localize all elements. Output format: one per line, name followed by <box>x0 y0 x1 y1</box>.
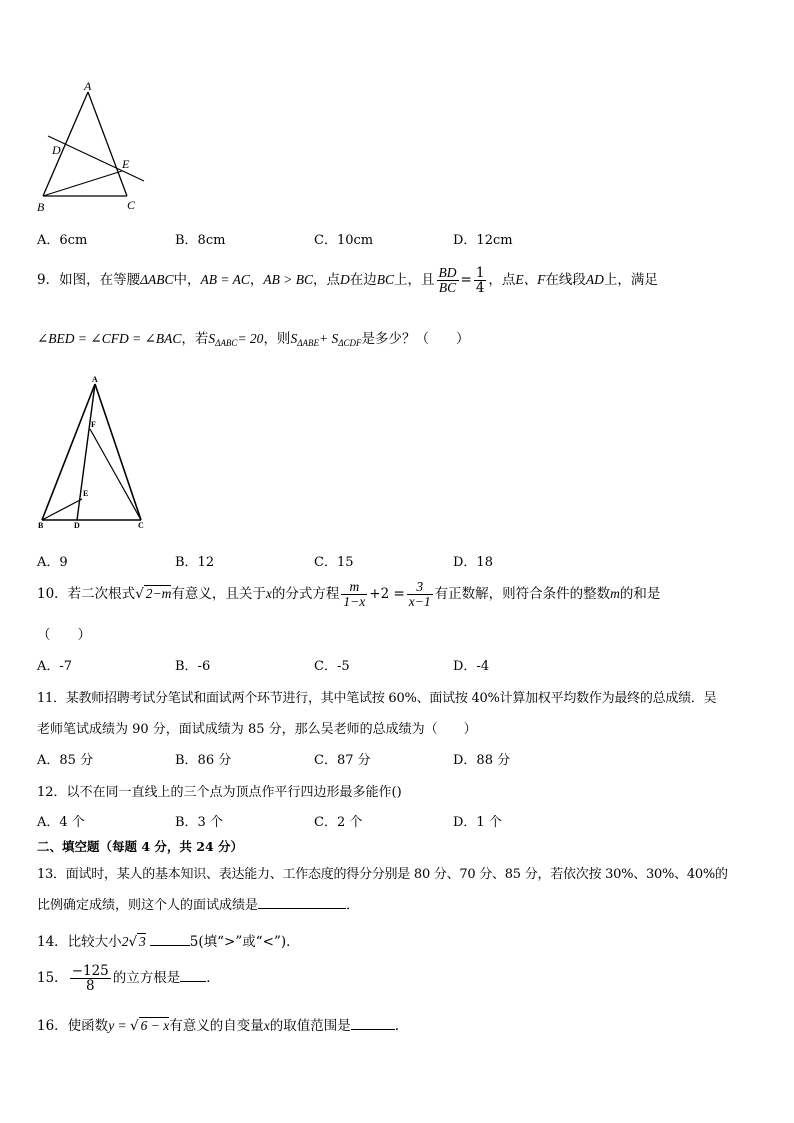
q9-triangle: ΔABC <box>140 272 174 287</box>
q15-answer-blank[interactable] <box>180 967 206 982</box>
fraction-numerator: 1 <box>475 265 485 281</box>
q10-fraction-1 <box>341 580 367 609</box>
q16-line <box>37 1014 399 1034</box>
side-ac <box>95 384 141 520</box>
q9-text: 中， <box>173 272 201 288</box>
q11-line-1: 11．某教师招聘考试分笔试和面试两个环节进行，其中笔试按 60%、面试按 40%计算加权平均数作为最终的总成绩．吴 <box>37 691 717 706</box>
q10-radical: √ 2−m <box>135 586 172 602</box>
q13-text: 比例确定成绩，则这个人的面试成绩是 <box>37 898 259 913</box>
area-symbol: S <box>208 331 216 346</box>
q10-option-a[interactable]: A．-7 <box>37 659 73 674</box>
q9-text: ，点 <box>312 272 340 288</box>
fraction-denominator: 8 <box>85 978 95 994</box>
q9-area-abc <box>208 331 237 346</box>
label-b: B <box>37 200 45 214</box>
side-ab <box>42 384 95 520</box>
q9-area-cdf <box>319 331 362 346</box>
segment-be <box>42 499 82 520</box>
q10-line-1 <box>37 580 660 609</box>
q9-fraction-bd-bc <box>437 266 459 295</box>
q10-plus-two: +2 = <box>369 586 405 602</box>
fraction-denominator: 4 <box>475 280 485 296</box>
q8-option-a[interactable]: A．6cm <box>37 233 88 248</box>
q16-function-y: y = <box>108 1018 131 1033</box>
label-e: E <box>122 157 130 171</box>
q10-option-d[interactable]: D．-4 <box>453 659 490 674</box>
q12-option-b[interactable]: B．3 个 <box>175 815 223 830</box>
area-subscript: ΔABC <box>215 338 238 348</box>
area-symbol: + S <box>318 331 339 346</box>
q10-option-b[interactable]: B．-6 <box>175 659 211 674</box>
q9-fraction-one-quarter <box>474 266 487 295</box>
q16-text: 16．使函数 <box>37 1018 109 1034</box>
q16-answer-blank[interactable] <box>351 1015 395 1030</box>
segment-be <box>43 171 122 196</box>
area-symbol: S <box>290 331 298 346</box>
q9-option-d[interactable]: D．18 <box>453 555 493 570</box>
q10-option-c[interactable]: C．-5 <box>314 659 350 674</box>
label-c: C <box>127 198 136 212</box>
q9-text: 9．如图，在等腰 <box>37 272 141 288</box>
q10-variable-m: m <box>610 586 620 601</box>
q9-line-1 <box>37 266 658 295</box>
fraction-denominator: x−1 <box>408 594 431 609</box>
q14-radical: √ 3 <box>128 934 146 950</box>
area-subscript: ΔCDF <box>338 338 362 348</box>
q9-side-bc: BC <box>376 272 394 287</box>
fraction-numerator: 3 <box>407 580 433 595</box>
q9-text: 在边 <box>349 272 377 288</box>
q8-option-c[interactable]: C．10cm <box>314 233 374 248</box>
equals-sign: = <box>460 272 472 288</box>
q11-line-2: 老师笔试成绩为 90 分，面试成绩为 85 分，那么吴老师的总成绩为（ ） <box>37 722 477 737</box>
q10-fraction-2 <box>407 580 433 609</box>
q9-text: ，点 <box>488 272 516 288</box>
q9-text: 上，满足 <box>603 272 658 288</box>
q11-option-c[interactable]: C．87 分 <box>314 753 371 768</box>
q8-option-d[interactable]: D．12cm <box>453 233 513 248</box>
q11-option-a[interactable]: A．85 分 <box>37 753 94 768</box>
triangle-figure-q9 <box>34 374 154 530</box>
q13-period: ． <box>346 898 360 913</box>
fraction-numerator: BD <box>438 265 457 280</box>
q16-variable-x: x <box>263 1018 270 1033</box>
q15-period: ． <box>206 970 220 986</box>
q13-line-1: 13．面试时，某人的基本知识、表达能力、工作态度的得分分别是 80 分、70 分、85 分，若依次按 30%、30%、40%的 <box>37 867 728 882</box>
q15-line <box>37 964 220 993</box>
fraction-numerator: m <box>341 580 367 595</box>
q16-text: 的取值范围是 <box>269 1018 351 1034</box>
q14-period: ． <box>286 934 300 950</box>
label-d: D <box>52 143 61 157</box>
q9-segment-ad: AD <box>585 272 604 287</box>
q16-period: . <box>394 1018 400 1034</box>
label-c: C <box>138 521 144 530</box>
q9-text: 在线段 <box>545 272 586 288</box>
fraction-denominator: 1−x <box>343 594 366 609</box>
q14-text: 5(填“>”或“<”) <box>189 934 287 950</box>
q10-text: 的分式方程 <box>271 586 340 602</box>
q9-text: 是多少？（ ） <box>361 331 470 347</box>
q9-area-abe <box>290 331 319 346</box>
q9-text: 上，且 <box>394 272 435 288</box>
q9-option-b[interactable]: B．12 <box>175 555 215 570</box>
q13-line-2 <box>37 894 359 913</box>
q15-fraction <box>70 964 111 993</box>
q8-option-b[interactable]: B．8cm <box>175 233 226 248</box>
q10-text: 有意义，且关于 <box>171 586 266 602</box>
section-title-fill-in: 二、填空题（每题 4 分，共 24 分） <box>37 839 244 854</box>
q9-angle-condition: ∠BED = ∠CFD = ∠BAC <box>37 331 182 346</box>
q16-radical: √ 6 − x <box>130 1018 170 1034</box>
q16-text: 有意义的自变量 <box>169 1018 264 1034</box>
q9-option-a[interactable]: A．9 <box>37 555 68 570</box>
radicand: 3 <box>139 934 146 949</box>
q12-option-a[interactable]: A．4 个 <box>37 815 85 830</box>
label-a: A <box>84 79 92 93</box>
q10-answer-paren: （ ） <box>37 627 91 643</box>
q10-text: 有正数解，则符合条件的整数 <box>434 586 611 602</box>
label-f: F <box>91 420 96 429</box>
label-a: A <box>92 375 98 384</box>
q10-variable-x: x <box>265 586 272 601</box>
triangle-figure-q8 <box>30 78 160 218</box>
label-b: B <box>38 521 44 530</box>
q12-option-d[interactable]: D．1 个 <box>453 815 502 830</box>
area-subscript: ΔABE <box>297 338 319 348</box>
radicand: 6 − x <box>140 1018 170 1033</box>
q9-point-d: D <box>339 272 350 287</box>
q11-option-b[interactable]: B．86 分 <box>175 753 232 768</box>
q10-text: 的和是 <box>619 586 661 602</box>
radicand: 2−m <box>145 586 172 601</box>
q14-line <box>37 930 300 950</box>
q9-text: ，则 <box>263 331 291 347</box>
q15-text: 15． <box>37 970 68 986</box>
line-de <box>48 136 144 181</box>
q9-line-2 <box>37 327 470 348</box>
q13-answer-blank[interactable] <box>258 894 346 909</box>
fraction-numerator: −125 <box>71 963 109 979</box>
q9-points-ef: E、F <box>515 272 546 287</box>
label-d: D <box>74 521 80 530</box>
q12-option-c[interactable]: C．2 个 <box>314 815 363 830</box>
q14-coefficient: 2 <box>121 934 129 949</box>
fraction-denominator: BC <box>438 280 457 295</box>
q9-condition-1: AB = AC <box>200 272 250 287</box>
q9-option-c[interactable]: C．15 <box>314 555 354 570</box>
q14-text: 14．比较大小 <box>37 934 122 950</box>
label-e: E <box>83 489 89 498</box>
q9-area-value: = 20 <box>237 331 264 346</box>
q9-text: ，若 <box>181 331 209 347</box>
q15-text: 的立方根是 <box>112 970 181 986</box>
q14-answer-blank[interactable] <box>150 931 190 946</box>
q10-text: 10．若二次根式 <box>37 586 136 602</box>
q12-text: 12．以不在同一直线上的三个点为顶点作平行四边形最多能作() <box>37 785 402 800</box>
q9-text: ， <box>249 272 264 288</box>
q9-condition-2: AB > BC <box>263 272 313 287</box>
q11-option-d[interactable]: D．88 分 <box>453 753 511 768</box>
